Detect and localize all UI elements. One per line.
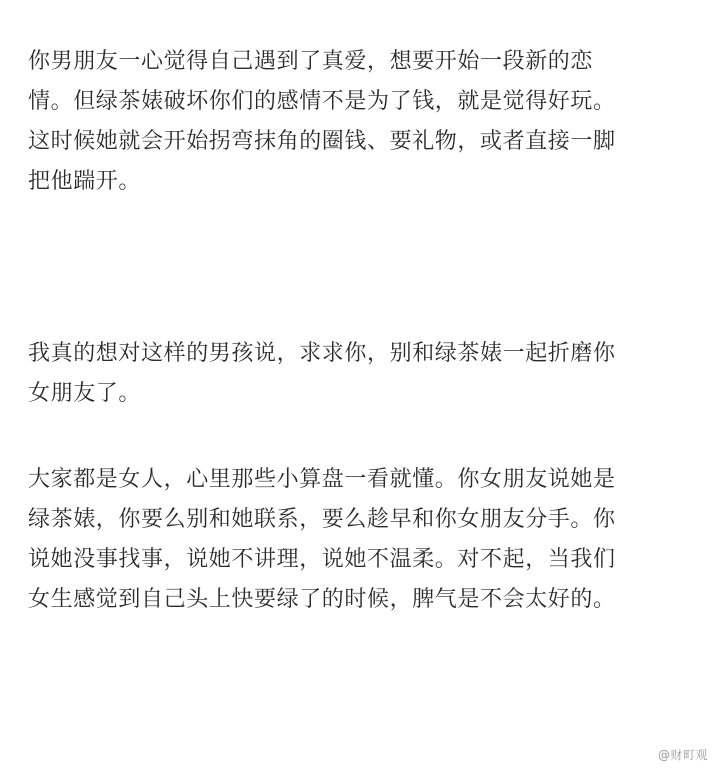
paragraph-1 <box>28 42 698 202</box>
text-line: 大家都是女人，心里那些小算盘一看就懂。你女朋友说她是 <box>28 467 616 492</box>
text-line: 绿茶婊，你要么别和她联系，要么趁早和你女朋友分手。你 <box>28 507 616 532</box>
text-line: 女生感觉到自己头上快要绿了的时候，脾气是不会太好的。 <box>28 587 616 612</box>
article-body <box>28 42 698 620</box>
text-line: 这时候她就会开始拐弯抹角的圈钱、要礼物，或者直接一脚 <box>28 129 616 154</box>
text-line: 我真的想对这样的男孩说，求求你，别和绿茶婊一起折磨你 <box>28 341 616 366</box>
paragraph-3 <box>28 460 698 620</box>
text-line: 女朋友了。 <box>28 381 142 406</box>
paragraph-2 <box>28 334 698 414</box>
text-line: 说她没事找事，说她不讲理，说她不温柔。对不起，当我们 <box>28 547 616 572</box>
text-line: 你男朋友一心觉得自己遇到了真爱，想要开始一段新的恋 <box>28 49 594 74</box>
text-line: 情。但绿茶婊破坏你们的感情不是为了钱，就是觉得好玩。 <box>28 89 616 114</box>
text-line: 把他踹开。 <box>28 169 142 194</box>
watermark: @财町观 <box>657 748 708 762</box>
